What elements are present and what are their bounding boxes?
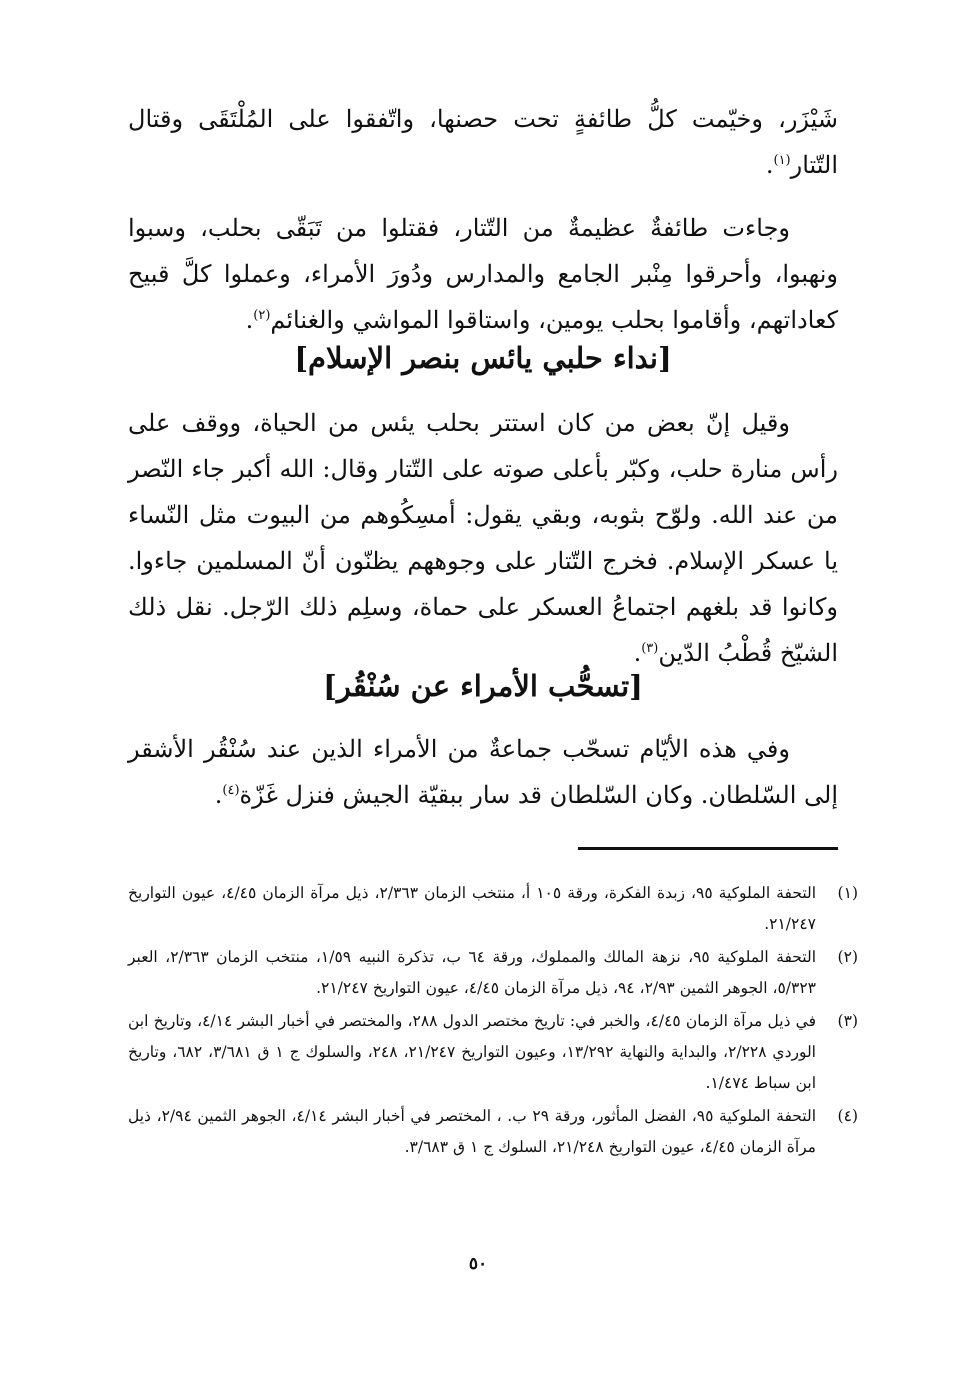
footnote-1 — [128, 878, 858, 940]
paragraph-2: وجاءت طائفةٌ عظيمةٌ من التّتار، فقتلوا من تَبَقّى بحلب، وسبوا ونهبوا، وأحرقوا مِنْبر الجامع والمدارس ودُورَ الأمراء، وعملوا كلَّ قبيح كعاداتهم، وأقاموا بحلب يومين، واستاقوا المواشي والغنائم$^{(٢)}$. — [128, 214, 838, 334]
footnote-text: التحفة الملوكية ٩٥، زبدة الفكرة، ورقة ١٠٥ أ، منتخب الزمان ٢/٣٦٣، ذيل مرآة الزمان ٤/٤٥، عيون التواريخ ٢١/٢٤٧. — [128, 884, 817, 933]
footnote-number: (٣) — [837, 1012, 858, 1030]
paragraph-1-text: شَيْزَر، وخيّمت كلُّ طائفةٍ تحت حصنها، واتّفقوا على المُلْتَقَى وقتال التّتار — [128, 105, 838, 179]
page-number: ٥٠ — [468, 1254, 488, 1274]
footnotes — [128, 878, 858, 1165]
footnote-number: (٤) — [837, 1107, 858, 1125]
paragraph-2-text: وجاءت طائفةٌ عظيمةٌ من التّتار، فقتلوا من تَبَقّى بحلب، وسبوا ونهبوا، وأحرقوا مِنْبر الجامع والمدارس ودُورَ الأمراء، وعملوا كلَّ قبيح كعاداتهم، وأقاموا بحلب يومين، واستاقوا المواشي والغنائم — [128, 214, 838, 334]
footnote-ref-3: (٣) — [641, 641, 659, 656]
footnote-separator — [578, 847, 838, 850]
footnote-ref-1: (١) — [773, 153, 791, 168]
footnote-2 — [128, 942, 858, 1004]
footnote-text: في ذيل مرآة الزمان ٤/٤٥، والخبر في: تاريخ مختصر الدول ٢٨٨، والمختصر في أخبار البشر ٤/١٤، وتاريخ ابن الوردي ٢/٢٢٨، والبداية والنهاية ١٣/٢٩٢، وعيون التواريخ ٢١/٢٤٧، ٢٤٨، والسلوك ج ١ ق ٣/٦٨١، ٦٨٢، وتاريخ ابن سباط ١/٤٧٤. — [128, 1012, 816, 1092]
paragraph-4-text: وفي هذه الأيّام تسحّب جماعةٌ من الأمراء الذين عند سُنْقُر الأشقر إلى السّلطان. وكان السّلطان قد سار ببقيّة الجيش فنزل غَزّة — [128, 735, 838, 809]
footnote-ref-2: (٢) — [253, 308, 271, 323]
paragraph-1: شَيْزَر، وخيّمت كلُّ طائفةٍ تحت حصنها، واتّفقوا على المُلْتَقَى وقتال التّتار$^{(١)}$. — [128, 105, 838, 179]
footnote-text: التحفة الملوكية ٩٥، الفضل المأثور، ورقة ٢٩ ب. ، المختصر في أخبار البشر ٤/١٤، الجوهر الثمين ٢/٩٤، ذيل مرآة الزمان ٤/٤٥، عيون التواريخ ٢١/٢٤٨، السلوك ج ١ ق ٣/٦٨٣. — [128, 1107, 816, 1156]
footnote-3 — [128, 1006, 858, 1099]
footnote-number: (١) — [837, 884, 858, 902]
paragraph-3: وقيل إنّ بعض من كان استتر بحلب يئس من الحياة، ووقف على رأس منارة حلب، وكبّر بأعلى صوته على التّتار وقال: الله أكبر جاء النّصر من عند الله. ولوّح بثوبه، وبقي يقول: أمسِكُوهم من البيوت مثل النّساء يا عسكر الإسلام. فخرج التّتار على وجوههم يظنّون أنّ المسلمين جاءوا. وكانوا قد بلغهم اجتماعُ العسكر على حماة، وسلِم ذلك الرّجل. نقل ذلك الشيّخ قُطْبُ الدّين$^{(٣)}$. — [128, 409, 838, 667]
section-heading-1: [نداء حلبي يائس بنصر الإسلام] — [294, 341, 672, 375]
paragraph-3-text: وقيل إنّ بعض من كان استتر بحلب يئس من الحياة، ووقف على رأس منارة حلب، وكبّر بأعلى صوته على التّتار وقال: الله أكبر جاء النّصر من عند الله. ولوّح بثوبه، وبقي يقول: أمسِكُوهم من البيوت مثل النّساء يا عسكر الإسلام. فخرج التّتار على وجوههم يظنّون أنّ المسلمين جاءوا. وكانوا قد بلغهم اجتماعُ العسكر على حماة، وسلِم ذلك الرّجل. نقل ذلك الشيّخ قُطْبُ الدّين — [128, 409, 838, 667]
footnote-number: (٢) — [837, 948, 858, 966]
paragraph-4: وفي هذه الأيّام تسحّب جماعةٌ من الأمراء الذين عند سُنْقُر الأشقر إلى السّلطان. وكان السّلطان قد سار ببقيّة الجيش فنزل غَزّة$^{(٤)}$. — [128, 735, 838, 809]
section-heading-2: [تسحُّب الأمراء عن سُنْقُر] — [323, 669, 643, 703]
footnote-ref-4: (٤) — [222, 783, 240, 798]
footnote-text: التحفة الملوكية ٩٥، نزهة المالك والمملوك، ورقة ٦٤ ب، تذكرة النبيه ١/٥٩، منتخب الزمان ٢/٣٦٣، العبر ٥/٣٢٣، الجوهر الثمين ٢/٩٣، ٩٤، ذيل مرآة الزمان ٤/٤٥، عيون التواريخ ٢١/٢٤٧. — [128, 948, 817, 997]
footnote-4 — [128, 1101, 858, 1163]
